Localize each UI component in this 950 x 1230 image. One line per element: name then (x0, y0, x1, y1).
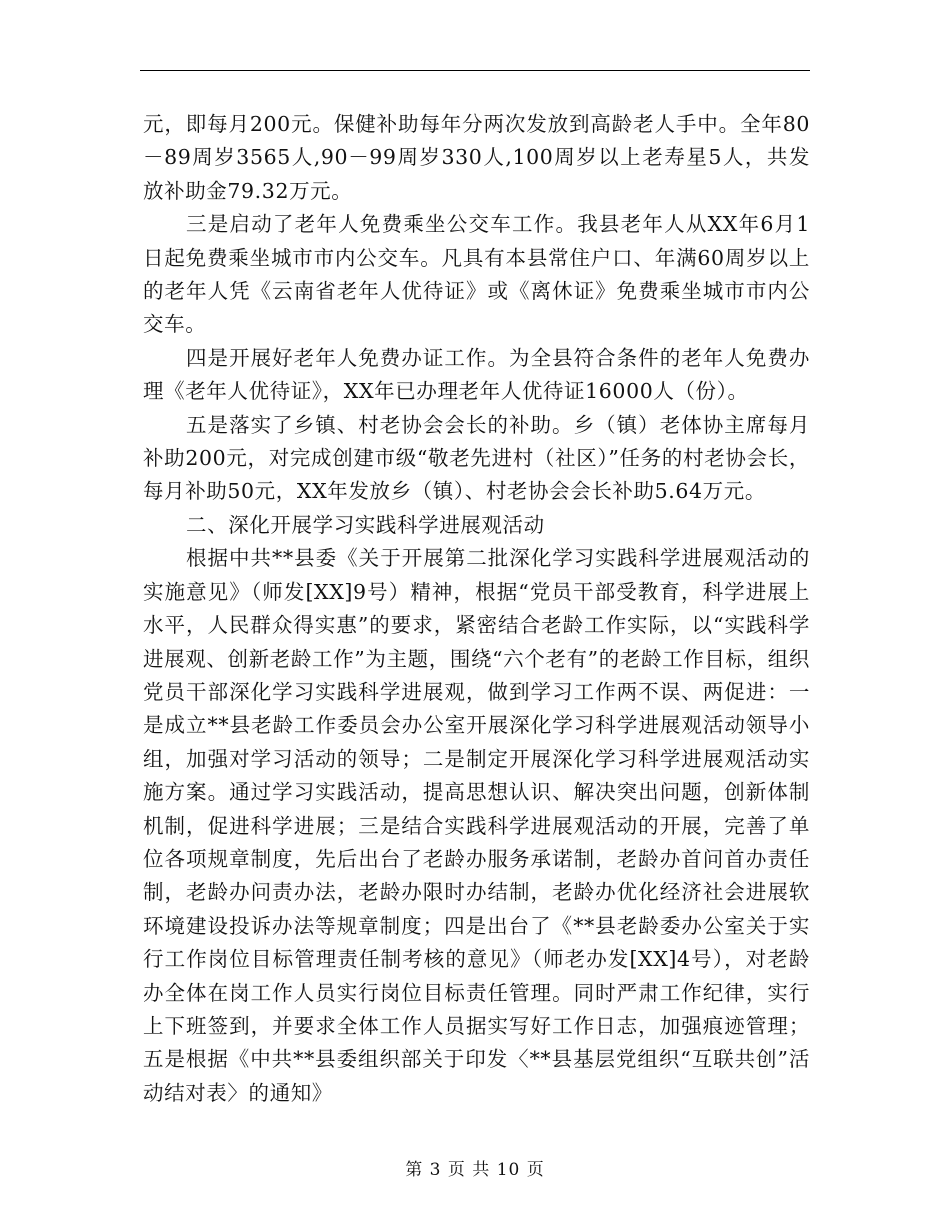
paragraph-subsidy-summary: 元，即每月200元。保健补助每年分两次发放到高龄老人手中。全年80－89周岁3565人,90－99周岁330人,100周岁以上老寿星5人，共发放补助金79.32万元。 (143, 112, 810, 203)
header-rule (140, 70, 810, 71)
paragraph-association-subsidy: 五是落实了乡镇、村老协会会长的补助。乡（镇）老体协主席每月补助200元，对完成创建市级“敬老先进村（社区）”任务的村老协会长，每月补助50元，XX年发放乡（镇）、村老协会会长补助5.64万元。 (143, 412, 810, 504)
page-footer (0, 1155, 950, 1180)
paragraph-study-practice: 根据中共**县委《关于开展第二批深化学习实践科学进展观活动的实施意见》（师发[XX]9号）精神，根据“党员干部受教育，科学进展上水平，人民群众得实惠”的要求，紧密结合老龄工作实际，以“实践科学进展观、创新老龄工作”为主题，围绕“六个老有”的老龄工作目标，组织党员干部深化学习实践科学进展观，做到学习工作两不误、两促进：一是成立**县老龄工作委员会办公室开展深化学习科学进展观活动领导小组，加强对学习活动的领导；二是制定开展深化学习科学进展观活动实施方案。通过学习实践活动，提高思想认识、解决突出问题，创新体制机制，促进科学进展；三是结合实践科学进展观活动的开展，完善了单位各项规章制度，先后出台了老龄办服务承诺制，老龄办首问首办责任制，老龄办问责办法，老龄办限时办结制，老龄办优化经济社会进展软环境建设投诉办法等规章制度；四是出台了《**县老龄委办公室关于实行工作岗位目标管理责任制考核的意见》（师老办发[XX]4号），对老龄办全体在岗工作人员实行岗位目标责任管理。同时严肃工作纪律，实行上下班签到，并要求全体工作人员据实写好工作日志，加强痕迹管理；五是根据《中共**县委组织部关于印发〈**县基层党组织“互联共创”活动结对表〉的通知》 (143, 546, 810, 1105)
paragraph-free-bus: 三是启动了老年人免费乘坐公交车工作。我县老年人从XX年6月1日起免费乘坐城市市内公交车。凡具有本县常住户口、年满60周岁以上的老年人凭《云南省老年人优待证》或《离休证》免费乘坐城市市内公交车。 (143, 212, 810, 337)
section-heading-two: 二、深化开展学习实践科学进展观活动 (186, 512, 545, 537)
paragraph-free-certificate: 四是开展好老年人免费办证工作。为全县符合条件的老年人免费办理《老年人优待证》，XX年已办理老年人优待证16000人（份）。 (143, 345, 810, 404)
document-body (143, 108, 810, 1110)
page-number-label: 第 3 页 共 10 页 (405, 1160, 545, 1180)
